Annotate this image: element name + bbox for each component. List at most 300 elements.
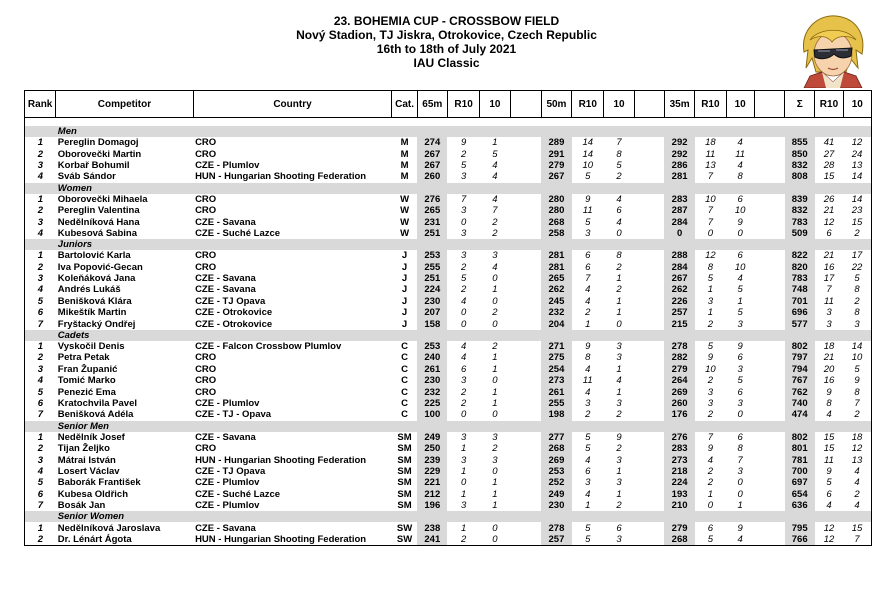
col-rank: Rank: [25, 91, 56, 118]
score-65m: 221: [417, 477, 447, 488]
r10-65m: 4: [460, 341, 467, 353]
document-header: [0, 14, 893, 70]
table-row: [25, 228, 872, 239]
total-score: 808: [785, 171, 815, 182]
tens-65m: 0: [492, 465, 498, 477]
score-65m: 229: [417, 466, 447, 477]
score-65m: 253: [417, 250, 447, 261]
score-35m: 279: [664, 522, 694, 533]
score-35m: 224: [664, 477, 694, 488]
total-tens: 4: [843, 500, 871, 511]
event-venue: Nový Stadion, TJ Jiskra, Otrokovice, Czech Republic: [296, 28, 597, 42]
score-35m: 260: [664, 398, 694, 409]
tens-35m: 9: [737, 522, 743, 534]
rank-cell: 4: [25, 375, 56, 386]
total-r10: 28: [823, 159, 835, 171]
total-tens: 14: [843, 341, 871, 352]
score-35m: 176: [664, 409, 694, 420]
r10-50m: 4: [585, 386, 591, 398]
tens-35m: 4: [737, 137, 743, 149]
total-tens: 18: [843, 432, 871, 443]
score-50m: 261: [541, 386, 571, 397]
event-class: IAU Classic: [413, 56, 480, 70]
total-score: 822: [785, 250, 815, 261]
score-35m: 269: [664, 386, 694, 397]
rank-cell: 3: [25, 273, 56, 284]
tens-35m: 6: [737, 431, 743, 443]
gap-cell: [634, 534, 664, 546]
col-65m-10: 10: [480, 91, 510, 118]
tens-65m: 4: [492, 261, 498, 273]
country-cell: CZE - TJ Opava: [195, 465, 266, 477]
tens-35m: 11: [735, 148, 746, 160]
rank-cell: 1: [25, 250, 56, 261]
tens-35m: 8: [737, 171, 743, 183]
rank-cell: 2: [25, 534, 56, 546]
total-r10: 16: [823, 261, 835, 273]
r10-50m: 4: [585, 488, 591, 500]
r10-35m: 12: [705, 250, 716, 262]
total-tens: 5: [843, 364, 871, 375]
gap-cell: [634, 443, 664, 454]
r10-35m: 1: [707, 307, 714, 319]
tens-65m: 0: [492, 318, 498, 330]
total-r10: 3: [826, 318, 832, 330]
tens-65m: 1: [492, 398, 498, 409]
tens-50m: 2: [616, 284, 622, 296]
col-country: Country: [193, 91, 392, 118]
total-r10: 5: [826, 477, 832, 489]
table-row: [25, 318, 872, 329]
rank-cell: 2: [25, 352, 56, 363]
rank-cell: 6: [25, 307, 56, 318]
total-tens: 24: [843, 148, 871, 159]
score-50m: 254: [541, 364, 571, 375]
score-65m: 267: [417, 148, 447, 159]
score-65m: 231: [417, 216, 447, 227]
r10-50m: 3: [585, 477, 591, 489]
table-row: [25, 409, 872, 420]
rank-cell: 7: [25, 500, 56, 511]
total-score: 781: [785, 454, 815, 465]
gap-cell: [510, 522, 541, 533]
score-35m: 287: [664, 205, 694, 216]
total-tens: 5: [843, 273, 871, 284]
category-cell: SM: [397, 500, 412, 512]
tens-50m: 3: [616, 352, 622, 364]
gap-cell: [634, 489, 664, 500]
tens-35m: 0: [737, 488, 743, 500]
r10-65m: 3: [460, 431, 467, 443]
r10-65m: 2: [460, 284, 467, 296]
score-35m: 281: [664, 171, 694, 182]
competitor-cell: Kubesová Sabina: [57, 227, 137, 239]
r10-65m: 0: [460, 216, 467, 228]
competitor-cell: Oborovečki Mihaela: [57, 193, 148, 205]
total-tens: 2: [843, 489, 871, 500]
total-score: 577: [785, 318, 815, 329]
category-cell: SM: [397, 454, 412, 466]
score-50m: 280: [541, 194, 571, 205]
country-cell: CZE - TJ - Opava: [195, 409, 272, 421]
category-cell: J: [401, 284, 408, 296]
tens-35m: 4: [737, 273, 743, 285]
country-cell: CZE - Savana: [195, 431, 256, 443]
tens-35m: 3: [737, 363, 743, 375]
category-cell: C: [401, 386, 408, 398]
score-50m: 279: [541, 160, 571, 171]
total-score: 762: [785, 386, 815, 397]
total-score: 783: [785, 273, 815, 284]
score-50m: 281: [541, 250, 571, 261]
category-cell: SM: [397, 477, 412, 489]
score-35m: 276: [664, 432, 694, 443]
gap-cell: [754, 398, 784, 409]
category-cell: W: [400, 216, 410, 228]
tens-50m: 2: [616, 409, 622, 421]
total-score: 700: [785, 466, 815, 477]
country-cell: CZE - TJ Opava: [195, 295, 266, 307]
r10-35m: 7: [707, 171, 714, 183]
total-tens: 7: [843, 534, 871, 546]
tens-65m: 0: [480, 534, 510, 546]
score-35m: 264: [664, 375, 694, 386]
competitor-cell: Mikeštík Martin: [57, 307, 127, 319]
tens-50m: 4: [616, 193, 622, 205]
gap-cell: [634, 352, 664, 363]
country-cell: CZE - Plumlov: [195, 398, 260, 409]
r10-35m: 2: [707, 465, 714, 477]
score-50m: 253: [541, 466, 571, 477]
total-score: 701: [785, 296, 815, 307]
col-35m-r10: R10: [695, 91, 726, 118]
country-cell: CRO: [195, 375, 217, 387]
country-cell: CZE - Plumlov: [195, 500, 260, 512]
col-gap: [754, 91, 784, 118]
score-50m: 289: [541, 137, 571, 148]
country-cell: CZE - Suché Lazce: [195, 227, 281, 239]
r10-35m: 6: [707, 522, 714, 534]
total-score: 794: [785, 364, 815, 375]
r10-35m: 9: [707, 443, 714, 455]
tens-35m: 1: [737, 500, 743, 512]
gap-cell: [510, 364, 541, 375]
category-spacer-cell: [25, 239, 56, 250]
total-score: 783: [785, 216, 815, 227]
score-35m: 292: [664, 148, 694, 159]
col-total: Σ: [785, 91, 815, 118]
category-cell: J: [401, 273, 408, 285]
total-r10: 12: [823, 216, 835, 228]
category-header-row: [25, 511, 872, 522]
tens-65m: 1: [492, 500, 498, 512]
total-r10: 11: [824, 295, 834, 307]
gap-cell: [510, 205, 541, 216]
category-cell: M: [400, 159, 409, 171]
table-row: [25, 194, 872, 205]
gap-cell: [754, 171, 784, 182]
tens-65m: 1: [492, 386, 498, 398]
competitor-cell: Nedělníková Hana: [57, 216, 140, 228]
competitor-cell: Korbař Bohumil: [57, 159, 130, 171]
gap-cell: [754, 489, 784, 500]
category-cell: SM: [397, 465, 412, 477]
r10-35m: 2: [707, 375, 714, 387]
gap-cell: [634, 477, 664, 488]
total-r10: 6: [826, 227, 832, 239]
header-row: [25, 91, 872, 118]
gap-cell: [754, 500, 784, 511]
r10-35m: 3: [707, 398, 714, 409]
gap-cell: [634, 228, 664, 239]
tens-50m: 1: [616, 488, 622, 500]
gap-cell: [510, 454, 541, 465]
gap-cell: [510, 171, 541, 182]
r10-50m: 8: [585, 352, 591, 364]
score-35m: 278: [664, 341, 694, 352]
tens-50m: 0: [616, 318, 622, 330]
r10-65m: 2: [460, 386, 467, 398]
score-65m: 274: [417, 137, 447, 148]
country-cell: CRO: [195, 137, 217, 149]
total-r10: 9: [826, 386, 832, 398]
r10-50m: 4: [585, 454, 591, 466]
r10-50m: 9: [585, 193, 591, 205]
gap-cell: [510, 443, 541, 454]
rank-cell: 6: [25, 398, 56, 409]
gap-cell: [634, 137, 664, 148]
total-r10: 17: [823, 273, 835, 285]
gap-cell: [634, 409, 664, 420]
table-row: [25, 477, 872, 488]
gap-cell: [510, 500, 541, 511]
score-50m: 262: [541, 284, 571, 295]
score-50m: 255: [541, 398, 571, 409]
competitor-cell: Fryštacký Ondřej: [57, 318, 136, 330]
category-cell: W: [400, 227, 410, 239]
total-r10: 20: [823, 363, 835, 375]
rank-cell: 6: [25, 489, 56, 500]
country-cell: CRO: [195, 352, 217, 364]
r10-50m: 4: [585, 363, 591, 375]
country-cell: CZE - Suché Lazce: [195, 488, 281, 500]
r10-65m: 3: [460, 454, 467, 466]
table-row: [25, 398, 872, 409]
rank-cell: 4: [25, 228, 56, 239]
category-title: Juniors: [56, 239, 872, 250]
col-35m: 35m: [664, 91, 694, 118]
gap-cell: [754, 409, 784, 420]
category-title: Men: [56, 126, 872, 137]
category-spacer-cell: [25, 126, 56, 137]
gap-cell: [754, 160, 784, 171]
competitor-cell: Tomić Marko: [57, 375, 116, 387]
total-r10: 21: [823, 250, 835, 262]
gap-cell: [754, 205, 784, 216]
score-35m: 257: [664, 307, 694, 318]
gap-cell: [510, 250, 541, 261]
category-cell: C: [401, 375, 408, 387]
country-cell: CRO: [195, 193, 217, 205]
score-50m: 257: [541, 534, 571, 546]
category-title: Senior Women: [56, 511, 872, 522]
gap-cell: [510, 137, 541, 148]
category-cell: M: [400, 148, 409, 160]
score-50m: 281: [541, 262, 571, 273]
tens-50m: 4: [616, 375, 622, 387]
score-65m: 241: [417, 534, 447, 546]
category-spacer-cell: [25, 421, 56, 432]
gap-cell: [510, 160, 541, 171]
gap-cell: [510, 296, 541, 307]
r10-50m: 1: [585, 500, 591, 512]
r10-35m: 1: [707, 488, 714, 500]
r10-50m: 5: [585, 443, 591, 455]
gap-cell: [754, 194, 784, 205]
gap-cell: [754, 432, 784, 443]
score-65m: 249: [417, 432, 447, 443]
competitor-cell: Dr. Lénárt Ágota: [56, 534, 193, 546]
total-tens: 12: [843, 443, 871, 454]
rank-cell: 7: [25, 318, 56, 329]
gap-cell: [634, 375, 664, 386]
tens-65m: 0: [492, 409, 498, 421]
r10-50m: 4: [585, 295, 591, 307]
r10-65m: 3: [460, 250, 467, 262]
score-35m: 262: [664, 284, 694, 295]
tens-50m: 7: [616, 137, 622, 149]
score-65m: 207: [417, 307, 447, 318]
gap-cell: [634, 250, 664, 261]
r10-65m: 2: [460, 261, 467, 273]
tens-35m: 1: [737, 295, 743, 307]
total-tens: 10: [843, 352, 871, 363]
total-tens: 8: [843, 307, 871, 318]
score-50m: 273: [541, 375, 571, 386]
table-row: [25, 364, 872, 375]
category-header-row: [25, 239, 872, 250]
r10-50m: 5: [585, 171, 591, 183]
total-tens: 23: [843, 205, 871, 216]
total-r10: 21: [823, 205, 835, 217]
rank-cell: 3: [25, 160, 56, 171]
tens-65m: 1: [492, 352, 498, 364]
table-row: [25, 500, 872, 511]
gap-cell: [634, 364, 664, 375]
r10-35m: 10: [705, 363, 716, 375]
gap-cell: [510, 398, 541, 409]
gap-cell: [510, 148, 541, 159]
score-50m: 204: [541, 318, 571, 329]
tens-65m: 1: [492, 363, 498, 375]
competitor-cell: Kubesa Oldřich: [57, 488, 128, 500]
score-35m: 288: [664, 250, 694, 261]
total-score: 797: [785, 352, 815, 363]
r10-35m: 3: [707, 386, 714, 398]
total-r10: 15: [823, 171, 835, 183]
r10-35m: 2: [707, 409, 714, 421]
competitor-cell: Fran Županić: [57, 363, 118, 375]
total-score: 740: [785, 398, 815, 409]
gap-cell: [510, 477, 541, 488]
total-score: 474: [785, 409, 815, 420]
total-r10: 27: [823, 148, 835, 160]
total-score: 855: [785, 137, 815, 148]
r10-65m: 1: [460, 443, 467, 455]
gap-cell: [754, 228, 784, 239]
tens-35m: 5: [737, 284, 743, 296]
tens-50m: 4: [616, 216, 622, 228]
gap-cell: [754, 534, 784, 546]
score-50m: 258: [541, 228, 571, 239]
tens-50m: 1: [616, 465, 622, 477]
rank-cell: 7: [25, 409, 56, 420]
r10-65m: 1: [460, 488, 467, 500]
rank-cell: 2: [25, 443, 56, 454]
rank-cell: 5: [25, 477, 56, 488]
total-r10: 12: [823, 522, 835, 534]
event-title: 23. BOHEMIA CUP - CROSSBOW FIELD: [333, 14, 560, 28]
gap-cell: [634, 522, 664, 533]
r10-50m: 2: [585, 409, 591, 421]
score-65m: 232: [417, 386, 447, 397]
total-score: 654: [785, 489, 815, 500]
category-title: Cadets: [56, 330, 872, 341]
category-cell: C: [401, 341, 408, 353]
gap-cell: [634, 284, 664, 295]
score-35m: 268: [664, 534, 694, 546]
r10-50m: 1: [585, 318, 591, 330]
score-65m: 230: [417, 296, 447, 307]
total-tens: 3: [843, 318, 871, 329]
total-r10: 26: [823, 193, 835, 205]
tens-35m: 9: [737, 216, 743, 228]
rank-cell: 1: [25, 432, 56, 443]
r10-65m: 5: [460, 273, 467, 285]
total-score: 509: [785, 228, 815, 239]
score-65m: 253: [417, 341, 447, 352]
table-row: [25, 534, 872, 546]
category-cell: J: [401, 295, 408, 307]
country-cell: CRO: [195, 205, 217, 217]
rank-cell: 1: [25, 137, 56, 148]
country-cell: HUN - Hungarian Shooting Federation: [195, 171, 367, 183]
rank-cell: 4: [25, 466, 56, 477]
gap-cell: [634, 454, 664, 465]
gap-cell: [510, 534, 541, 546]
gap-cell: [754, 307, 784, 318]
score-65m: 212: [417, 489, 447, 500]
tens-65m: 2: [492, 216, 498, 228]
competitor-cell: Mátrai István: [57, 454, 116, 466]
total-r10: 18: [823, 341, 835, 353]
rank-cell: 3: [25, 454, 56, 465]
tens-65m: 7: [492, 205, 498, 217]
score-65m: 196: [417, 500, 447, 511]
table-row: [25, 386, 872, 397]
tens-65m: 2: [492, 443, 498, 455]
tens-50m: 3: [604, 534, 634, 546]
gap-cell: [510, 216, 541, 227]
gap-cell: [634, 296, 664, 307]
gap-cell: [510, 318, 541, 329]
tens-65m: 2: [492, 341, 498, 353]
r10-65m: 7: [460, 193, 467, 205]
tens-65m: 3: [492, 250, 498, 262]
table-row: [25, 307, 872, 318]
score-50m: 275: [541, 352, 571, 363]
r10-35m: 11: [705, 148, 716, 160]
